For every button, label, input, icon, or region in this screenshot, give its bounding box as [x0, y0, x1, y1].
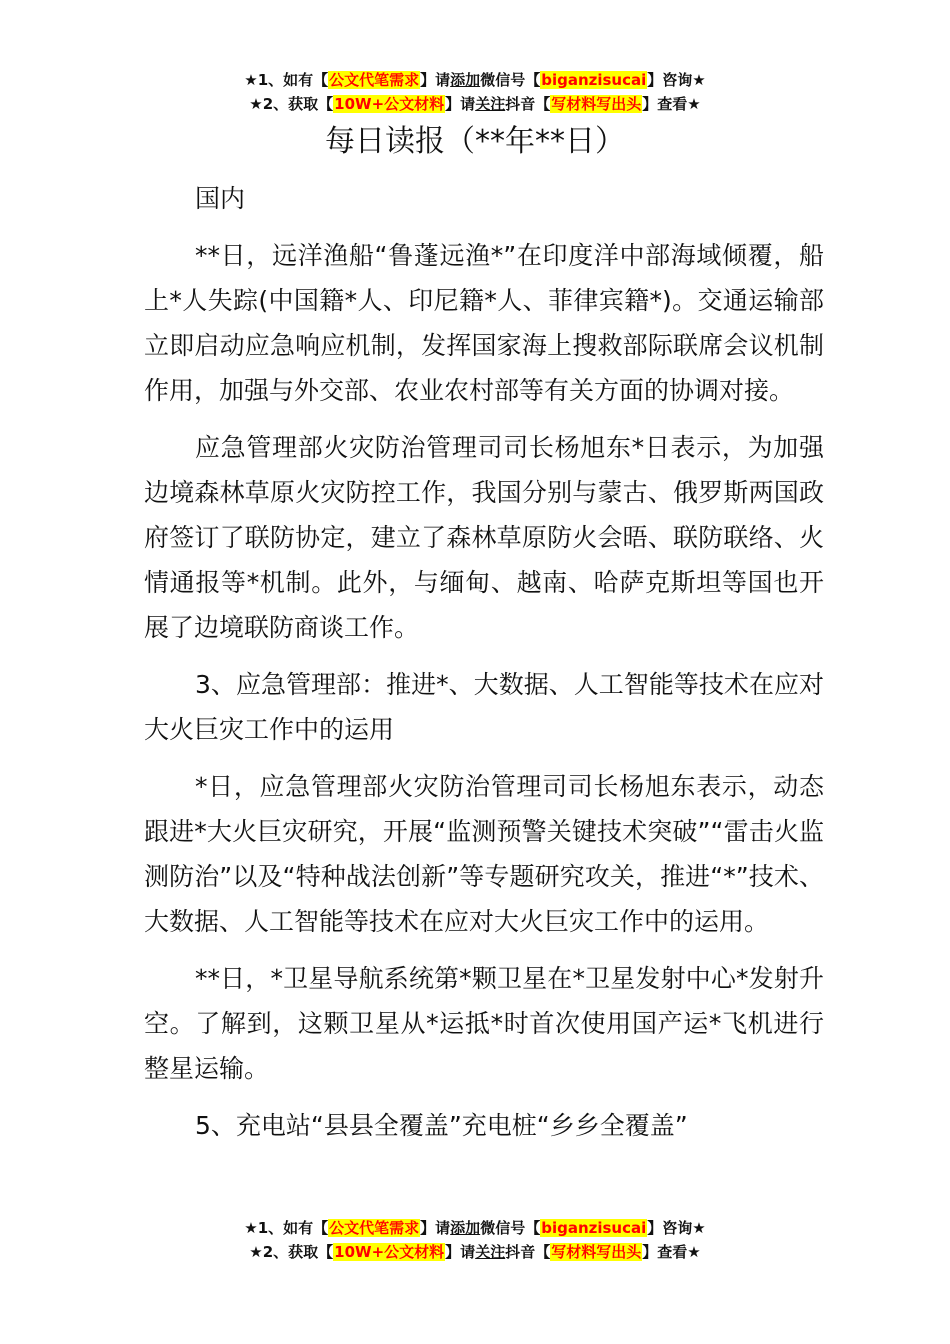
highlight-materials: 10W+公文材料	[334, 1243, 445, 1261]
highlight-wechat-id: biganzisucai	[541, 1219, 647, 1237]
highlight-douyin-id: 写材料写出头	[551, 1243, 642, 1261]
star-icon: ★	[249, 1243, 263, 1261]
highlight-wechat-id: biganzisucai	[541, 71, 647, 89]
star-icon: ★	[687, 95, 701, 113]
star-icon: ★	[244, 71, 258, 89]
paragraph: **日，远洋渔船“鲁蓬远渔*”在印度洋中部海域倾覆，船上*人失踪(中国籍*人、印尼籍*人、菲律宾籍*)。交通运输部立即启动应急响应机制，发挥国家海上搜救部际联席会议机制作用，加强与外交部、农业农村部等有关方面的协调对接。	[144, 241, 824, 405]
highlight-service: 公文代笔需求	[329, 1219, 420, 1237]
top-banner	[0, 68, 950, 116]
banner-line-1: ★1、如有【公文代笔需求】请添加微信号【biganzisucai】咨询★	[244, 71, 706, 89]
news-heading: 5、充电站“县县全覆盖”充电桩“乡乡全覆盖”	[195, 1111, 688, 1140]
star-icon: ★	[244, 1219, 258, 1237]
banner-line-2: ★2、获取【10W+公文材料】请关注抖音【写材料写出头】查看★	[249, 1243, 701, 1261]
star-icon: ★	[687, 1243, 701, 1261]
star-icon: ★	[692, 71, 706, 89]
banner-line-2: ★2、获取【10W+公文材料】请关注抖音【写材料写出头】查看★	[249, 95, 701, 113]
section-heading-domestic: 国内	[195, 184, 246, 213]
paragraph: 应急管理部火灾防治管理司司长杨旭东*日表示，为加强边境森林草原火灾防控工作，我国分别与蒙古、俄罗斯两国政府签订了联防协定，建立了森林草原防火会晤、联防联络、火情通报等*机制。此外，与缅甸、越南、哈萨克斯坦等国也开展了边境联防商谈工作。	[144, 433, 824, 642]
highlight-douyin-id: 写材料写出头	[551, 95, 642, 113]
paragraph: **日，*卫星导航系统第*颗卫星在*卫星发射中心*发射升空。了解到，这颗卫星从*运抵*时首次使用国产运*飞机进行整星运输。	[144, 964, 824, 1083]
news-heading: 3、应急管理部：推进*、大数据、人工智能等技术在应对大火巨灾工作中的运用	[144, 670, 824, 744]
document-title: 每日读报（**年**日）	[325, 124, 625, 159]
highlight-service: 公文代笔需求	[329, 71, 420, 89]
banner-line-1: ★1、如有【公文代笔需求】请添加微信号【biganzisucai】咨询★	[244, 1219, 706, 1237]
star-icon: ★	[692, 1219, 706, 1237]
bottom-banner	[0, 1216, 950, 1264]
highlight-materials: 10W+公文材料	[334, 95, 445, 113]
paragraph: *日，应急管理部火灾防治管理司司长杨旭东表示，动态跟进*大火巨灾研究，开展“监测预警关键技术突破”“雷击火监测防治”以及“特种战法创新”等专题研究攻关，推进“*”技术、大数据、人工智能等技术在应对大火巨灾工作中的运用。	[144, 772, 824, 936]
document-body	[144, 176, 824, 1160]
star-icon: ★	[249, 95, 263, 113]
